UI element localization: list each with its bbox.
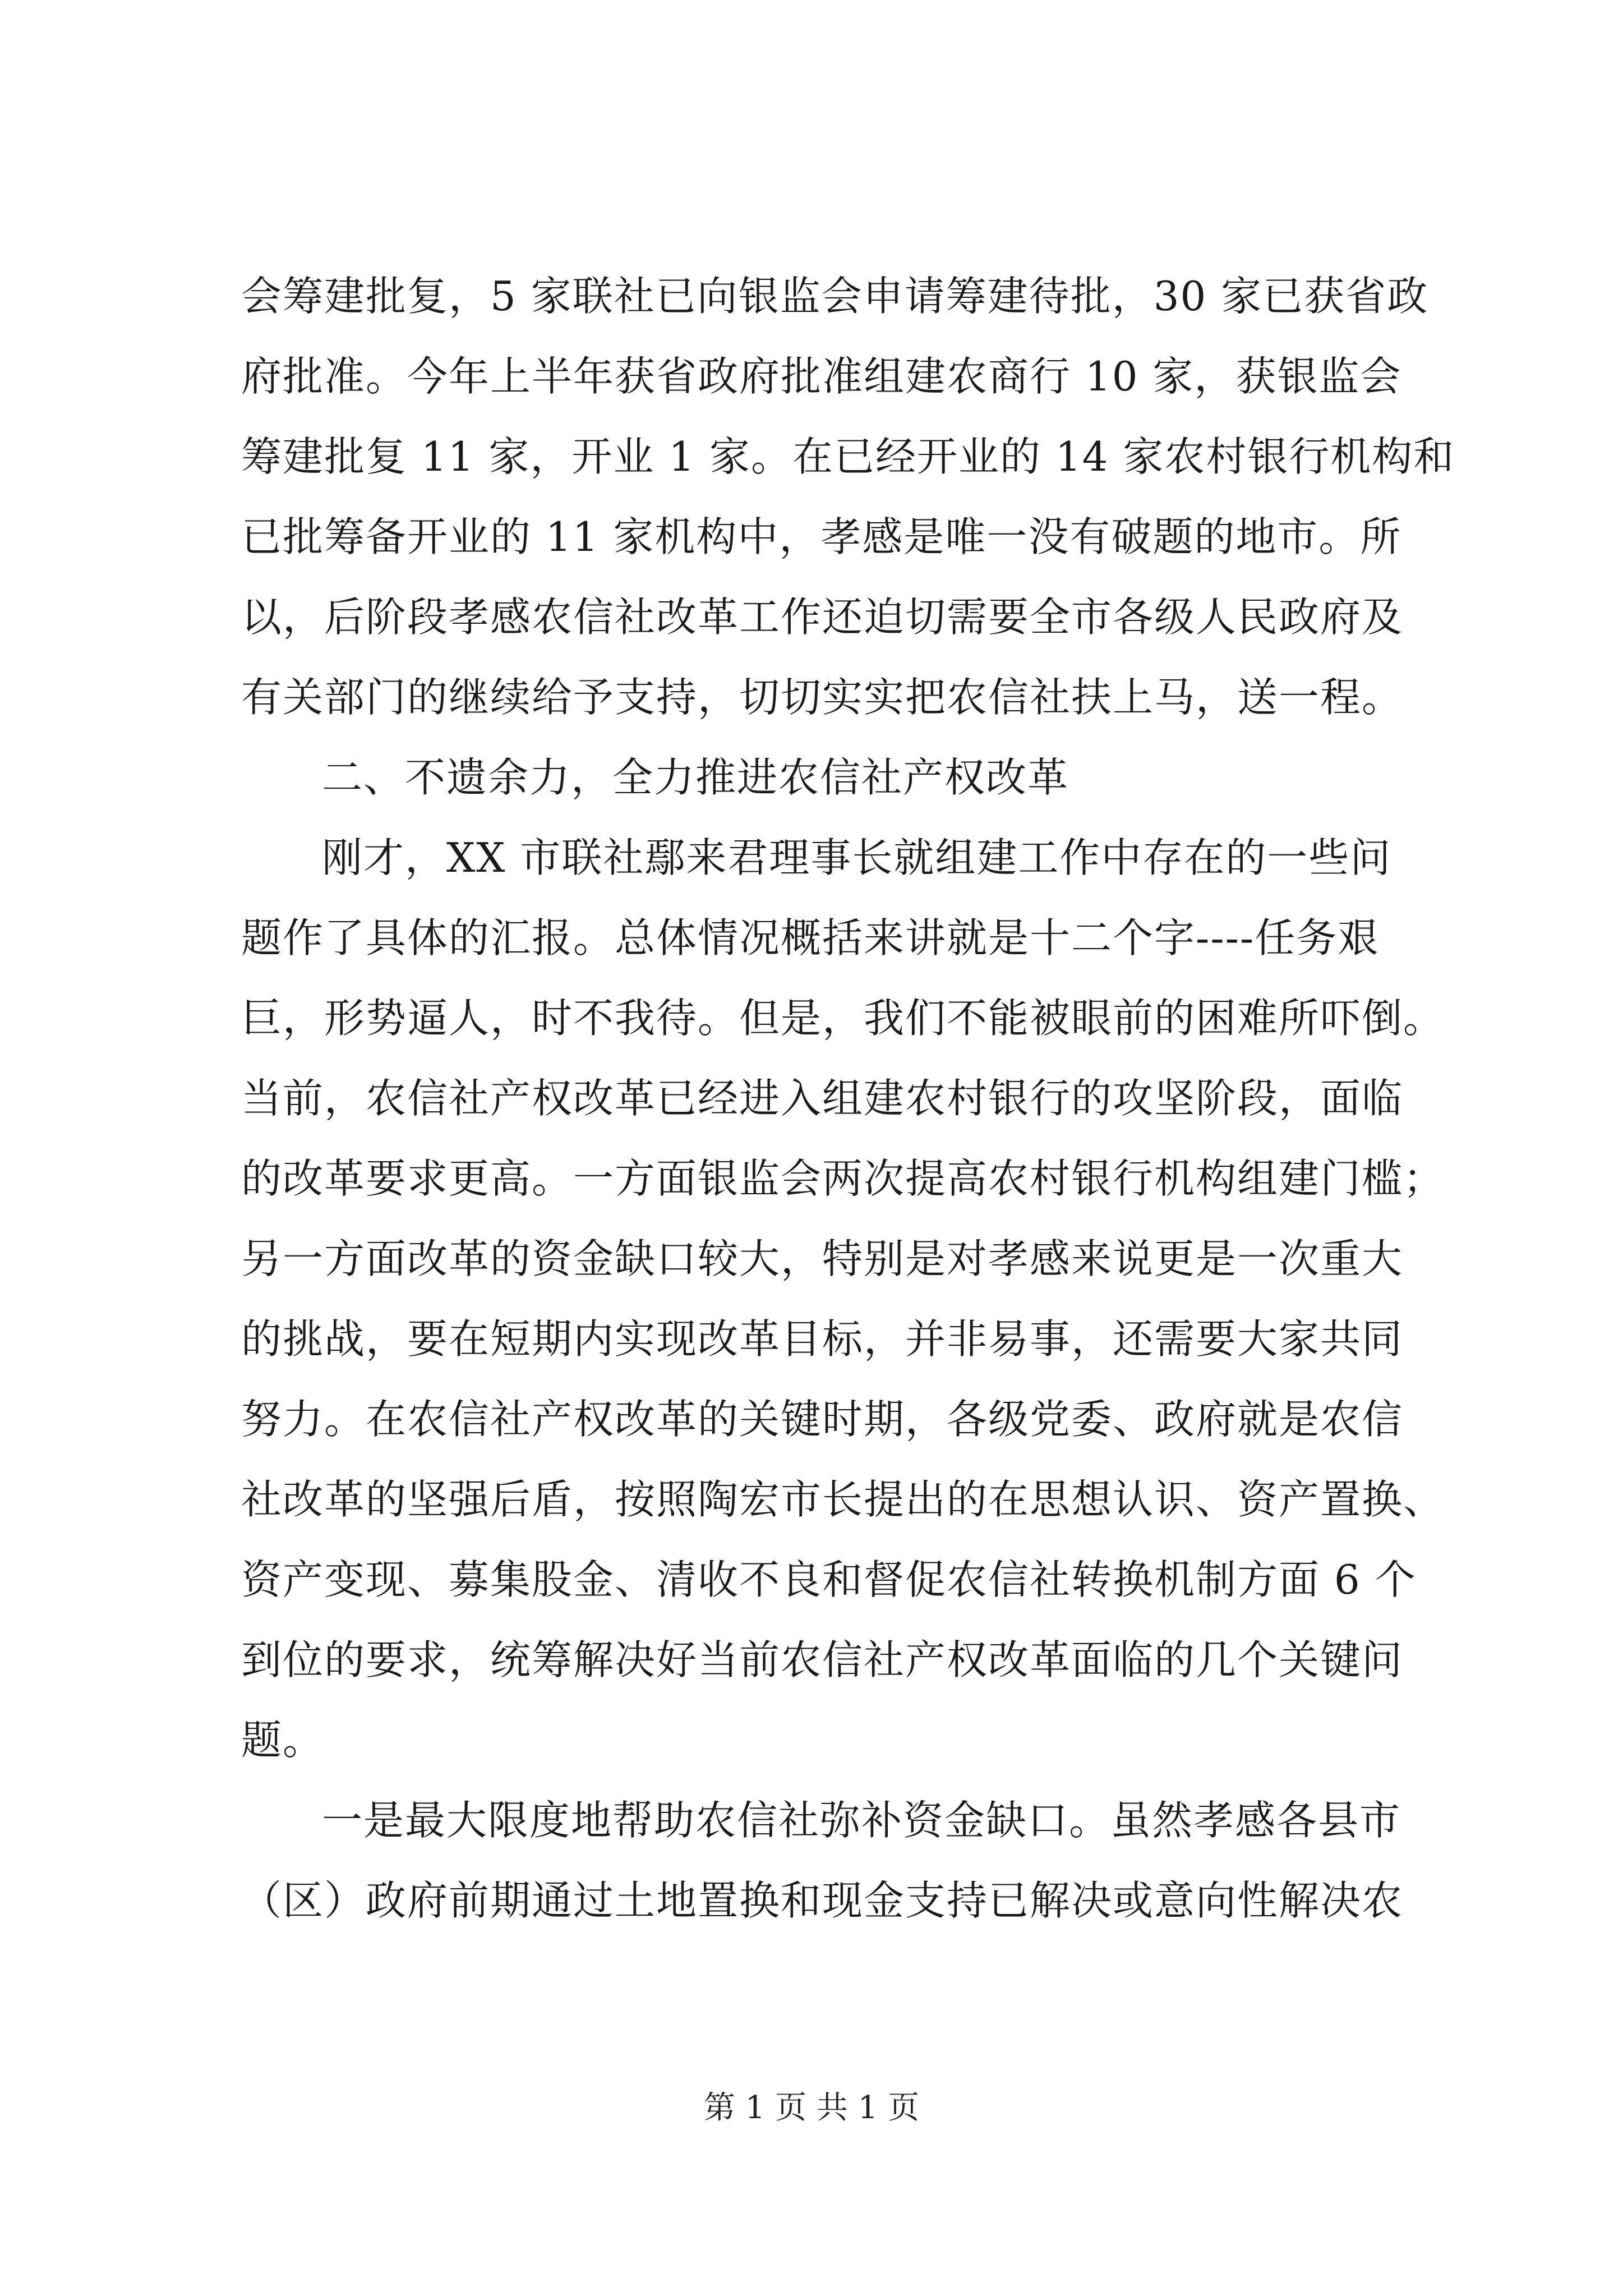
- text-line: 社改革的坚强后盾，按照陶宏市长提出的在思想认识、资产置换、: [241, 1476, 1445, 1523]
- section-heading: 二、不遗余力，全力推进农信社产权改革: [322, 754, 1069, 801]
- text-line: 题作了具体的汇报。总体情况概括来讲就是十二个字----任务艰: [241, 914, 1380, 961]
- text-line: 另一方面改革的资金缺口较大，特别是对孝感来说更是一次重大: [241, 1235, 1404, 1282]
- text-line: 的改革要求更高。一方面银监会两次提高农村银行机构组建门槛；: [241, 1155, 1445, 1202]
- text-line: 刚才，XX 市联社鄢来君理事长就组建工作中存在的一些问: [322, 834, 1392, 881]
- text-line: 当前，农信社产权改革已经进入组建农村银行的攻坚阶段，面临: [241, 1075, 1404, 1122]
- text-line: 巨，形势逼人，时不我待。但是，我们不能被眼前的困难所吓倒。: [241, 995, 1445, 1042]
- text-line: 已批筹备开业的 11 家机构中，孝感是唯一没有破题的地市。所: [241, 513, 1402, 560]
- text-line: 一是最大限度地帮助农信社弥补资金缺口。虽然孝感各县市: [322, 1797, 1401, 1844]
- text-line: 府批准。今年上半年获省政府批准组建农商行 10 家，获银监会: [241, 353, 1402, 400]
- text-line: 筹建批复 11 家，开业 1 家。在已经开业的 14 家农村银行机构和: [241, 433, 1455, 480]
- text-line: 到位的要求，统筹解决好当前农信社产权改革面临的几个关键问: [241, 1636, 1404, 1683]
- text-line: 的挑战，要在短期内实现改革目标，并非易事，还需要大家共同: [241, 1315, 1404, 1363]
- text-line: （区）政府前期通过土地置换和现金支持已解决或意向性解决农: [241, 1877, 1404, 1924]
- page-footer: 第 1 页 共 1 页: [703, 2090, 920, 2126]
- text-line: 有关部门的继续给予支持，切切实实把农信社扶上马，送一程。: [241, 674, 1404, 721]
- text-line: 资产变现、募集股金、清收不良和督促农信社转换机制方面 6 个: [241, 1556, 1417, 1603]
- text-line: 以，后阶段孝感农信社改革工作还迫切需要全市各级人民政府及: [241, 593, 1404, 641]
- text-line: 努力。在农信社产权改革的关键时期，各级党委、政府就是农信: [241, 1396, 1404, 1443]
- text-line: 题。: [241, 1717, 325, 1764]
- text-line: 会筹建批复，5 家联社已向银监会申请筹建待批，30 家已获省政: [241, 273, 1429, 320]
